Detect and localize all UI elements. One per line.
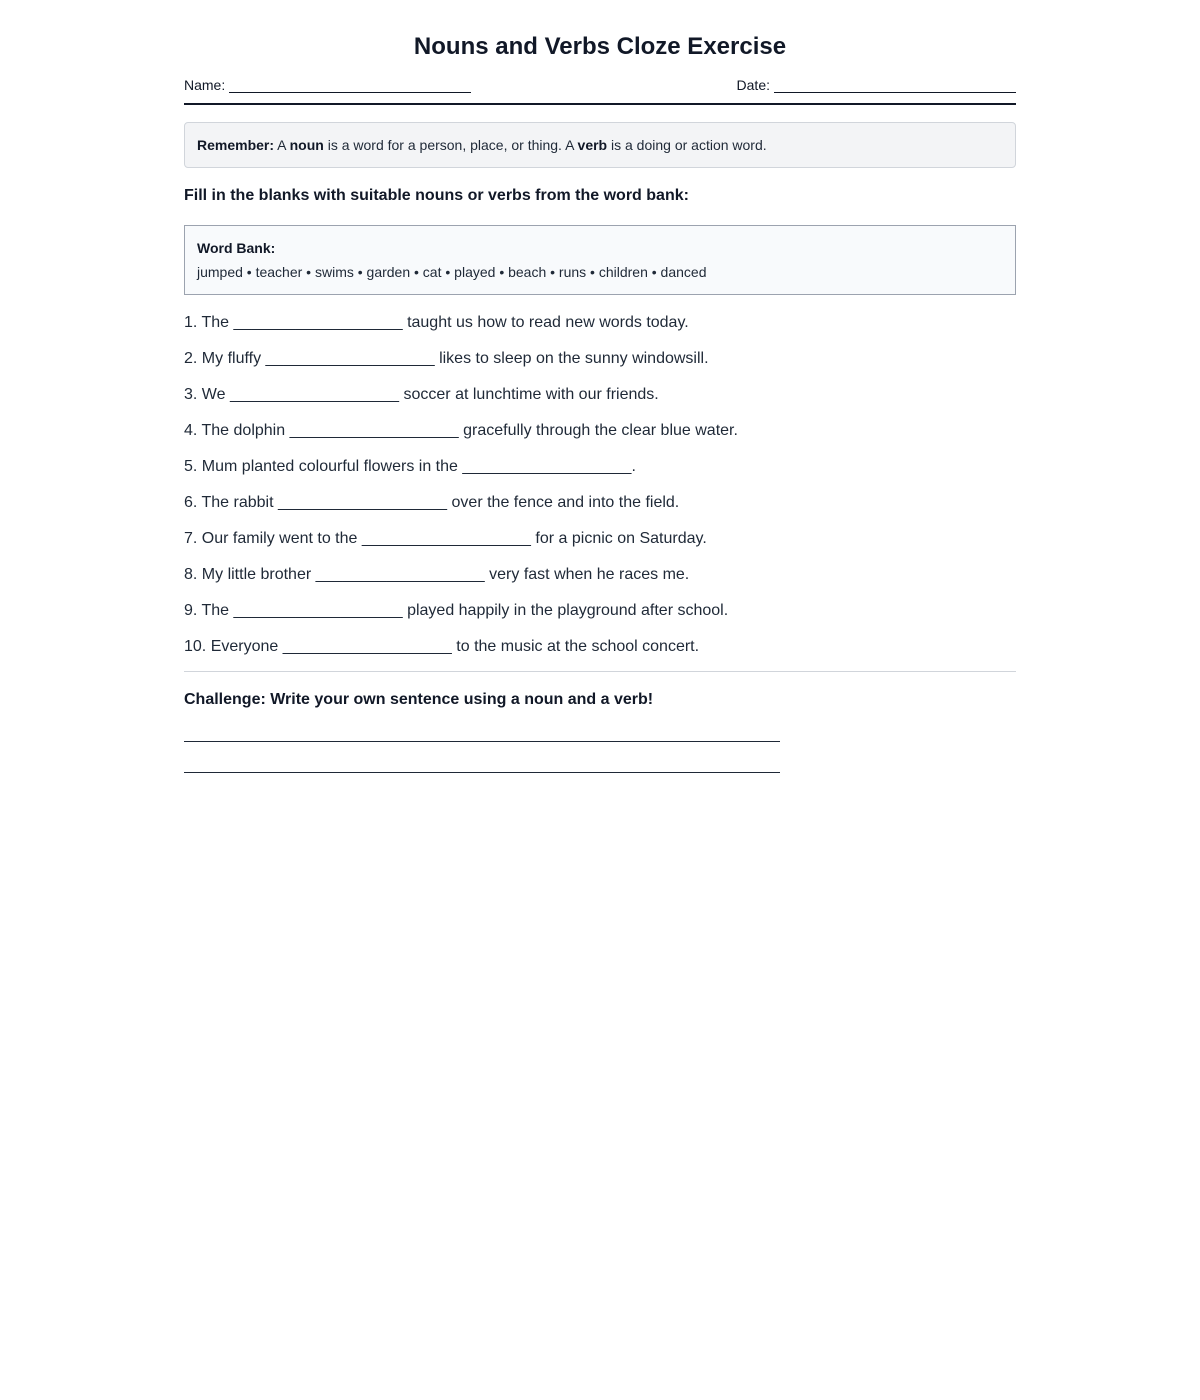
question-item (184, 601, 1016, 637)
challenge-prompt: Challenge: Write your own sentence using a noun and a verb! (184, 691, 654, 708)
question-item (184, 529, 1016, 565)
answer-blank[interactable]: ___________________ (278, 494, 448, 511)
question-text-before: The dolphin (201, 422, 286, 439)
question-text-before: The (201, 602, 230, 619)
question-text-before: My fluffy (201, 350, 262, 367)
question-text-after: taught us how to read new words today. (407, 314, 689, 331)
instructions-heading: Fill in the blanks with suitable nouns or verbs from the word bank: (184, 187, 689, 204)
question-text-after: very fast when he races me. (489, 566, 690, 583)
question-text-after: . (631, 458, 636, 475)
answer-blank[interactable]: ___________________ (315, 566, 485, 583)
question-number: 8. (184, 566, 198, 583)
word-bank-title: Word Bank: (197, 240, 276, 256)
verb-term: verb (577, 137, 608, 153)
question-text-before: Our family went to the (201, 530, 358, 547)
date-write-line[interactable] (774, 77, 1016, 93)
date-label: Date: (736, 77, 770, 93)
question-number: 6. (184, 494, 198, 511)
question-item (184, 565, 1016, 601)
word-bank-words: jumped • teacher • swims • garden • cat • played • beach • runs • children • danced (197, 264, 707, 280)
challenge-write-line[interactable] (184, 772, 780, 773)
remember-text-2: is a word for a person, place, or thing. A (323, 137, 578, 153)
answer-blank[interactable]: ___________________ (289, 422, 459, 439)
question-item (184, 493, 1016, 529)
question-item (184, 637, 1016, 673)
date-field (737, 77, 1016, 93)
question-list (184, 313, 1016, 673)
question-item (184, 313, 1016, 349)
answer-blank[interactable]: ___________________ (233, 314, 403, 331)
answer-blank[interactable]: ___________________ (282, 638, 452, 655)
answer-blank[interactable]: ___________________ (462, 458, 632, 475)
question-text-before: My little brother (201, 566, 312, 583)
remember-text-1: A (274, 137, 290, 153)
name-label: Name: (184, 77, 226, 93)
question-number: 5. (184, 458, 198, 475)
question-number: 2. (184, 350, 198, 367)
page-title: Nouns and Verbs Cloze Exercise (413, 33, 787, 60)
challenge-write-line[interactable] (184, 741, 780, 742)
question-item (184, 421, 1016, 457)
question-text-before: The rabbit (201, 494, 274, 511)
question-text-before: Everyone (210, 638, 279, 655)
question-number: 3. (184, 386, 198, 403)
question-number: 1. (184, 314, 198, 331)
worksheet (184, 0, 1016, 773)
word-bank-box (184, 225, 1016, 295)
header-fields (184, 77, 1016, 105)
question-text-after: soccer at lunchtime with our friends. (403, 386, 659, 403)
question-number: 7. (184, 530, 198, 547)
section-divider (184, 671, 1016, 672)
noun-term: noun (289, 137, 324, 153)
question-text-after: for a picnic on Saturday. (535, 530, 707, 547)
question-number: 4. (184, 422, 198, 439)
question-item (184, 385, 1016, 421)
question-number: 10. (184, 638, 207, 655)
question-text-after: played happily in the playground after school. (407, 602, 729, 619)
answer-blank[interactable]: ___________________ (361, 530, 531, 547)
question-text-after: over the fence and into the field. (451, 494, 680, 511)
remember-box (184, 122, 1016, 168)
question-item (184, 457, 1016, 493)
question-text-before: We (201, 386, 226, 403)
name-write-line[interactable] (229, 77, 471, 93)
question-item (184, 349, 1016, 385)
remember-text-3: is a doing or action word. (607, 137, 767, 153)
question-text-before: Mum planted colourful flowers in the (201, 458, 458, 475)
question-text-after: likes to sleep on the sunny windowsill. (439, 350, 709, 367)
answer-blank[interactable]: ___________________ (233, 602, 403, 619)
remember-lead: Remember: (197, 137, 275, 153)
question-text-after: to the music at the school concert. (456, 638, 700, 655)
question-number: 9. (184, 602, 198, 619)
answer-blank[interactable]: ___________________ (265, 350, 435, 367)
question-text-after: gracefully through the clear blue water. (463, 422, 738, 439)
name-field (184, 77, 471, 93)
answer-blank[interactable]: ___________________ (229, 386, 400, 403)
question-text-before: The (201, 314, 230, 331)
